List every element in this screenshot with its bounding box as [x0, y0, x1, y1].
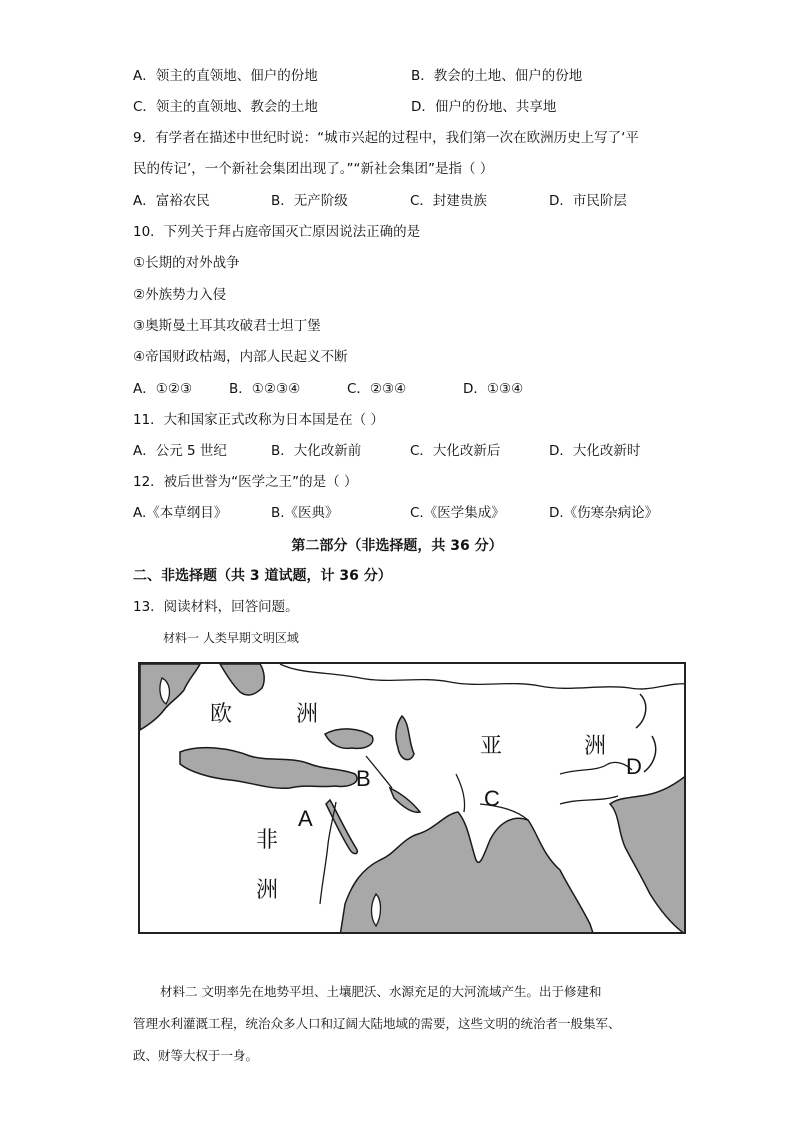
q9-stem-line2: 民的传记’，一个新社会集团出现了。”“新社会集团”是指（ ）: [133, 161, 494, 177]
part2-title: 第二部分（非选择题，共 36 分）: [291, 538, 503, 554]
q11-option-d: D．大化改新时: [549, 443, 641, 459]
q11-option-b: B．大化改新前: [271, 443, 362, 459]
q8-option-a: A．领主的直领地、佃户的份地: [133, 68, 318, 84]
q10-item-2: ②外族势力入侵: [133, 287, 227, 303]
material2-line2: 管理水利灌溉工程，统治众多人口和辽阔大陆地域的需要，这些文明的统治者一般集军、: [133, 1016, 621, 1031]
map-label-africa-1: 非: [256, 828, 279, 853]
q12-option-b: B.《医典》: [271, 505, 339, 521]
q13-stem: 13．阅读材料，回答问题。: [133, 599, 299, 615]
q8-option-c: C．领主的直领地、教会的土地: [133, 99, 318, 115]
map-marker-c: C: [484, 786, 500, 811]
q10-option-a: A．①②③: [133, 381, 193, 397]
q9-option-c: C．封建贵族: [410, 193, 487, 209]
q11-option-c: C．大化改新后: [410, 443, 501, 459]
q10-item-3: ③奥斯曼土耳其攻破君士坦丁堡: [133, 318, 321, 334]
q10-stem: 10．下列关于拜占庭帝国灭亡原因说法正确的是: [133, 224, 421, 240]
q10-item-1: ①长期的对外战争: [133, 255, 240, 271]
q12-option-c: C.《医学集成》: [410, 505, 505, 521]
early-civilization-map: [138, 662, 686, 934]
q12-stem: 12．被后世誉为“医学之王”的是（ ）: [133, 474, 358, 490]
map-marker-d: D: [626, 754, 642, 779]
q12-option-d: D.《伤寒杂病论》: [549, 505, 659, 521]
map-label-europe-2: 洲: [296, 702, 319, 727]
q10-option-d: D．①③④: [463, 381, 524, 397]
map-marker-a: A: [298, 806, 313, 831]
q10-item-4: ④帝国财政枯竭，内部人民起义不断: [133, 349, 348, 365]
q9-option-d: D．市民阶层: [549, 193, 627, 209]
material2-line1: 材料二 文明率先在地势平坦、土壤肥沃、水源充足的大河流域产生。出于修建和: [160, 984, 602, 999]
q11-option-a: A．公元 5 世纪: [133, 443, 227, 459]
section2-title: 二、非选择题（共 3 道试题，计 36 分）: [133, 568, 392, 584]
material2-line3: 政、财等大权于一身。: [133, 1048, 259, 1063]
q9-option-b: B．无产阶级: [271, 193, 348, 209]
map-label-asia-2: 洲: [584, 734, 607, 759]
map-label-asia-1: 亚: [480, 734, 503, 759]
q12-option-a: A.《本草纲目》: [133, 505, 228, 521]
q11-stem: 11．大和国家正式改称为日本国是在（ ）: [133, 412, 384, 428]
map-label-africa-2: 洲: [256, 878, 279, 903]
q10-option-c: C．②③④: [347, 381, 407, 397]
map-marker-b: B: [356, 766, 371, 791]
q10-option-b: B．①②③④: [229, 381, 301, 397]
q9-stem-line1: 9．有学者在描述中世纪时说：“城市兴起的过程中，我们第一次在欧洲历史上写了‘平: [133, 130, 639, 146]
material1-caption: 材料一 人类早期文明区域: [163, 631, 299, 645]
map-label-europe-1: 欧: [210, 702, 233, 727]
q8-option-b: B．教会的土地、佃户的份地: [411, 68, 583, 84]
q8-option-d: D．佃户的份地、共享地: [411, 99, 557, 115]
q9-option-a: A．富裕农民: [133, 193, 210, 209]
